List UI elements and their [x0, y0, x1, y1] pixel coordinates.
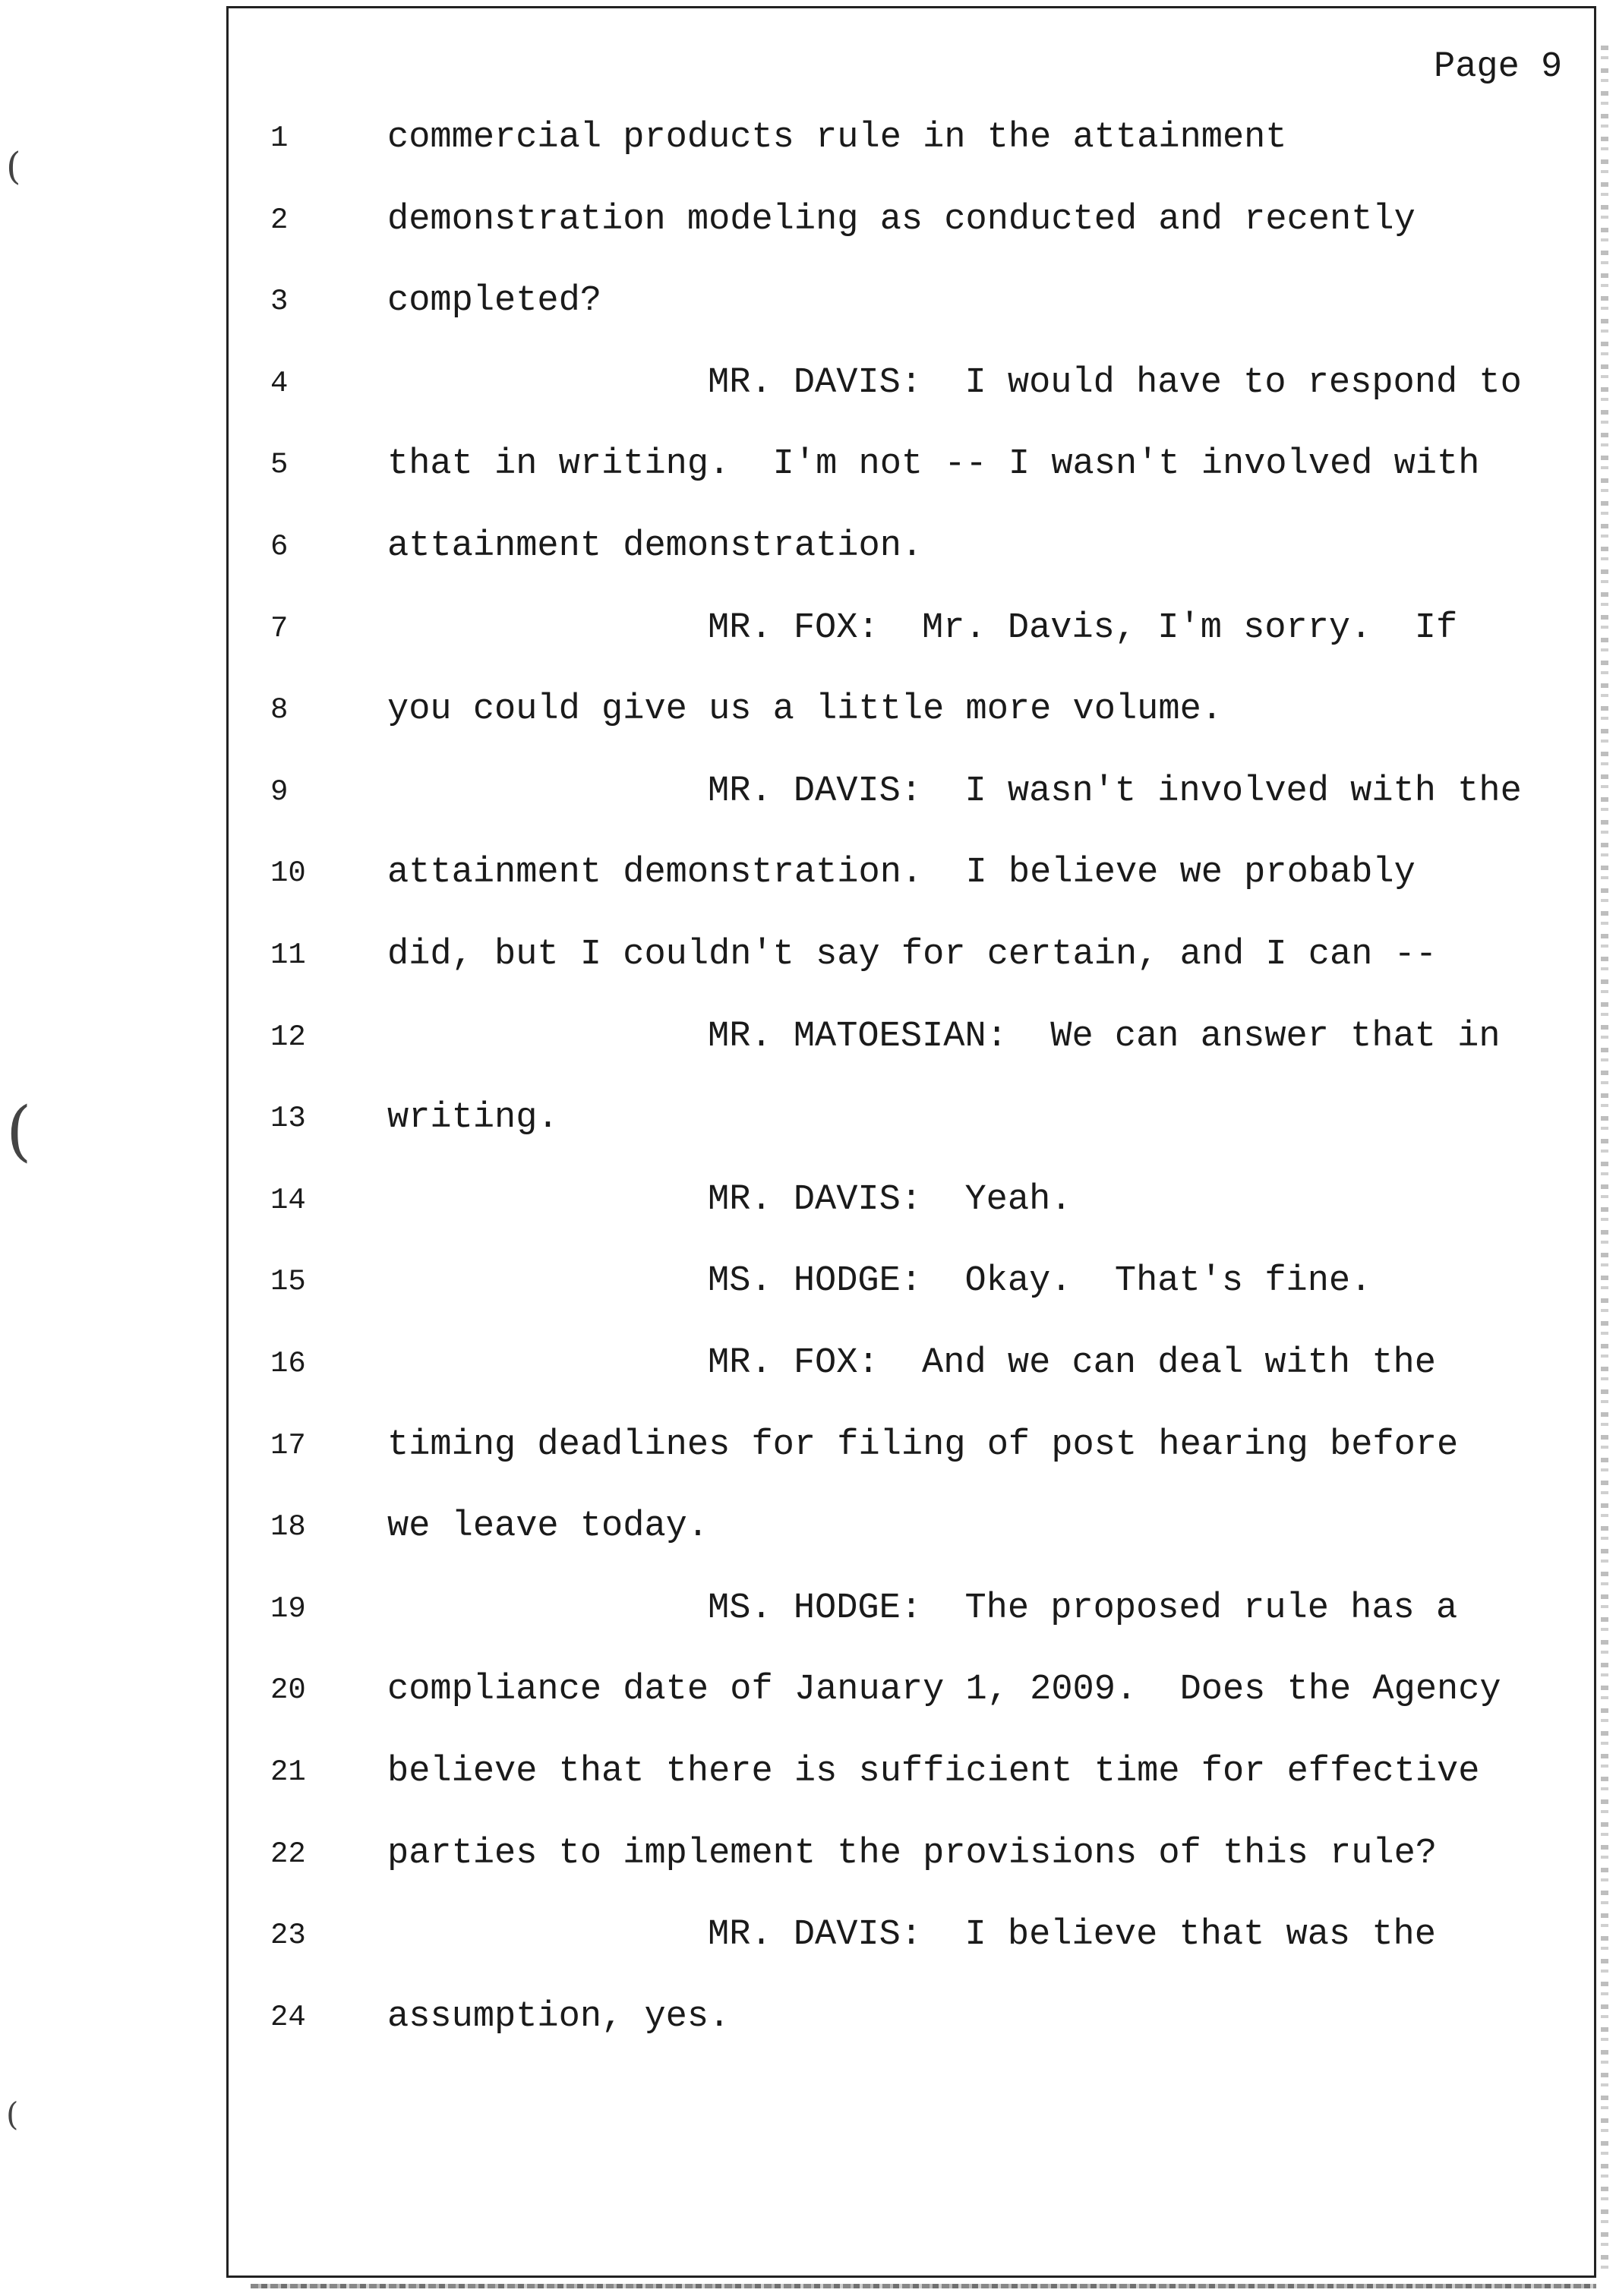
- line-number: 20: [270, 1673, 306, 1707]
- line-number: 10: [270, 856, 306, 890]
- transcript-line: [0, 1014, 1616, 1060]
- line-text: compliance date of January 1, 2009. Does the Agency: [387, 1670, 1501, 1710]
- line-number: 17: [270, 1429, 306, 1462]
- transcript-line: [0, 1831, 1616, 1877]
- line-number: 19: [270, 1592, 306, 1626]
- line-number: 6: [270, 530, 289, 563]
- bottom-rule: [251, 2284, 1596, 2288]
- line-text: did, but I couldn't say for certain, and I can --: [387, 935, 1438, 975]
- margin-bracket-mark: (: [6, 1093, 32, 1169]
- line-number: 4: [270, 367, 289, 400]
- margin-bracket-mark: (: [6, 144, 21, 188]
- line-number: 11: [270, 938, 306, 972]
- transcript-line: [0, 361, 1616, 406]
- line-number: 22: [270, 1837, 306, 1871]
- transcript-line: [0, 1341, 1616, 1386]
- transcript-line: [0, 769, 1616, 815]
- transcript-line: [0, 606, 1616, 651]
- transcript-line: [0, 524, 1616, 569]
- transcript-line: [0, 115, 1616, 161]
- line-number: 12: [270, 1020, 306, 1054]
- line-text: assumption, yes.: [387, 1997, 731, 2037]
- transcript-line: [0, 1667, 1616, 1713]
- line-number: 3: [270, 285, 289, 318]
- line-text: we leave today.: [387, 1506, 709, 1547]
- line-text: attainment demonstration. I believe we probably: [387, 853, 1416, 893]
- line-number: 16: [270, 1347, 306, 1380]
- line-text: you could give us a little more volume.: [387, 689, 1223, 730]
- line-text: MR. DAVIS: Yeah.: [708, 1180, 1072, 1220]
- line-text: MR. DAVIS: I believe that was the: [708, 1915, 1436, 1955]
- transcript-line: [0, 1586, 1616, 1632]
- line-text: MS. HODGE: Okay. That's fine.: [708, 1261, 1372, 1301]
- transcript-line: [0, 279, 1616, 324]
- transcript-line: [0, 932, 1616, 978]
- line-number: 24: [270, 2001, 306, 2034]
- transcript-line: [0, 1749, 1616, 1795]
- line-number: 1: [270, 121, 289, 155]
- line-number: 21: [270, 1755, 306, 1789]
- line-text: MR. FOX: Mr. Davis, I'm sorry. If: [708, 608, 1458, 648]
- line-text: parties to implement the provisions of this rule?: [387, 1834, 1438, 1874]
- line-text: MS. HODGE: The proposed rule has a: [708, 1588, 1458, 1629]
- line-text: MR. DAVIS: I wasn't involved with the: [708, 771, 1522, 812]
- transcript-line: [0, 687, 1616, 733]
- transcript-line: [0, 1096, 1616, 1141]
- page-number: Page 9: [1434, 47, 1563, 87]
- line-text: demonstration modeling as conducted and recently: [387, 200, 1416, 240]
- line-text: timing deadlines for filing of post hearing before: [387, 1425, 1459, 1465]
- line-text: MR. FOX: And we can deal with the: [708, 1343, 1436, 1383]
- line-number: 2: [270, 203, 289, 237]
- transcript-line: [0, 1423, 1616, 1468]
- line-text: MR. DAVIS: I would have to respond to: [708, 363, 1522, 403]
- margin-bracket-mark: (: [6, 2096, 19, 2133]
- transcript-line: [0, 1913, 1616, 1958]
- line-number: 23: [270, 1919, 306, 1952]
- transcript-line: [0, 197, 1616, 243]
- transcript-line: [0, 442, 1616, 487]
- line-text: believe that there is sufficient time for effective: [387, 1752, 1480, 1792]
- line-number: 14: [270, 1184, 306, 1217]
- line-text: MR. MATOESIAN: We can answer that in: [708, 1017, 1501, 1057]
- transcript-line: [0, 1995, 1616, 2040]
- line-number: 8: [270, 693, 289, 727]
- line-number: 9: [270, 775, 289, 809]
- line-number: 5: [270, 448, 289, 481]
- line-text: that in writing. I'm not -- I wasn't involved with: [387, 444, 1480, 484]
- transcript-line: [0, 1259, 1616, 1304]
- transcript-line: [0, 850, 1616, 896]
- transcript-line: [0, 1178, 1616, 1223]
- line-text: writing.: [387, 1098, 559, 1138]
- line-number: 7: [270, 612, 289, 645]
- line-text: completed?: [387, 281, 602, 321]
- line-number: 18: [270, 1510, 306, 1544]
- transcript-line: [0, 1504, 1616, 1550]
- line-number: 15: [270, 1265, 306, 1298]
- line-text: commercial products rule in the attainment: [387, 118, 1287, 158]
- line-number: 13: [270, 1102, 306, 1135]
- line-text: attainment demonstration.: [387, 526, 923, 566]
